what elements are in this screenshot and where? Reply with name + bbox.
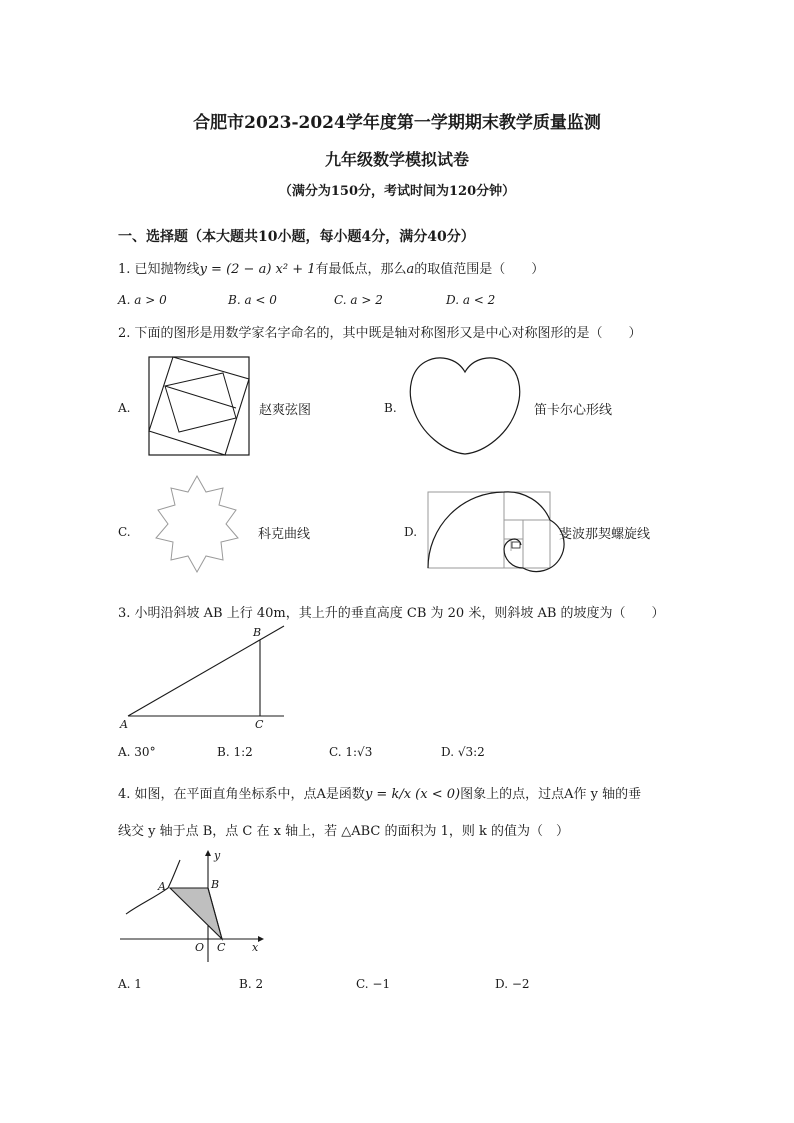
q1-var: a [406,262,415,277]
label-c: C [217,941,226,954]
q1-text-pre: 已知抛物线 [134,262,200,277]
q4-option-c[interactable]: C. −1 [356,977,391,991]
q2-option-b-letter[interactable]: B. [384,401,397,415]
question-4-line-1 [118,783,641,802]
label-x: x [252,941,259,954]
question-4-line-2: 线交 y 轴于点 B，点 C 在 x 轴上，若 △ABC 的面积为 1，则 k 的值为（ ） [118,824,570,839]
q1-text-post: 的取值范围是（ ） [414,262,545,277]
q4-option-a[interactable]: A. 1 [118,977,142,991]
q1-option-b[interactable]: B. a < 0 [228,293,277,307]
label-b: B [211,878,220,891]
question-3: 3. 小明沿斜坡 AB 上行 40m，其上升的垂直高度 CB 为 20 米，则斜坡 AB 的坡度为（ ） [118,606,665,621]
label-b: B [253,626,262,639]
q1-number: 1. [118,262,131,277]
q2-option-a-letter[interactable]: A. [118,401,131,415]
q2-option-d-letter[interactable]: D. [404,525,418,539]
label-y: y [214,849,221,862]
exam-subtitle: 九年级数学模拟试卷 [324,150,469,169]
slope-triangle-figure [120,622,290,732]
q1-text-mid: 有最低点，那么 [315,262,407,277]
question-1 [118,258,544,277]
q2-option-c-caption: 科克曲线 [258,527,311,542]
q2-option-c-letter[interactable]: C. [118,525,131,539]
q3-option-b[interactable]: B. 1:2 [217,745,253,759]
exam-title: 合肥市2023-2024学年度第一学期期末教学质量监测 [193,113,601,133]
q1-option-d[interactable]: D. a < 2 [446,293,496,307]
q4-text-post: 图象上的点，过点A作 y 轴的垂 [460,787,642,802]
section-heading: 一、选择题（本大题共10小题，每小题4分，满分40分） [118,229,475,245]
cardioid-icon [409,356,521,456]
q1-option-a[interactable]: A. a > 0 [118,293,167,307]
q3-option-d[interactable]: D. √3:2 [441,745,485,759]
label-c: C [255,718,264,731]
label-a: A [120,718,128,731]
coordinate-figure [118,850,268,968]
q4-option-b[interactable]: B. 2 [239,977,264,991]
q1-option-c[interactable]: C. a > 2 [334,293,383,307]
zhao-shuang-square-icon [148,356,250,456]
q2-option-a-caption: 赵爽弦图 [259,403,312,418]
question-2: 2. 下面的图形是用数学家名字命名的，其中既是轴对称图形又是中心对称图形的是（ ） [118,326,642,341]
q4-text-pre: 4. 如图，在平面直角坐标系中，点A是函数 [118,787,365,802]
q3-option-a[interactable]: A. 30° [118,745,156,759]
label-o: O [195,941,205,954]
q4-formula: y = k/x (x < 0) [364,787,461,802]
fibonacci-spiral-icon [427,491,551,569]
exam-note: （满分为150分，考试时间为120分钟） [278,184,516,199]
q2-option-d-caption: 斐波那契螺旋线 [559,527,651,542]
q2-option-b-caption: 笛卡尔心形线 [534,403,613,418]
label-a: A [158,880,166,893]
q3-option-c[interactable]: C. 1:√3 [329,745,373,759]
q1-formula: y = (2 − a) x² + 1 [199,262,316,277]
q4-option-d[interactable]: D. −2 [495,977,530,991]
koch-snowflake-icon [146,474,248,584]
